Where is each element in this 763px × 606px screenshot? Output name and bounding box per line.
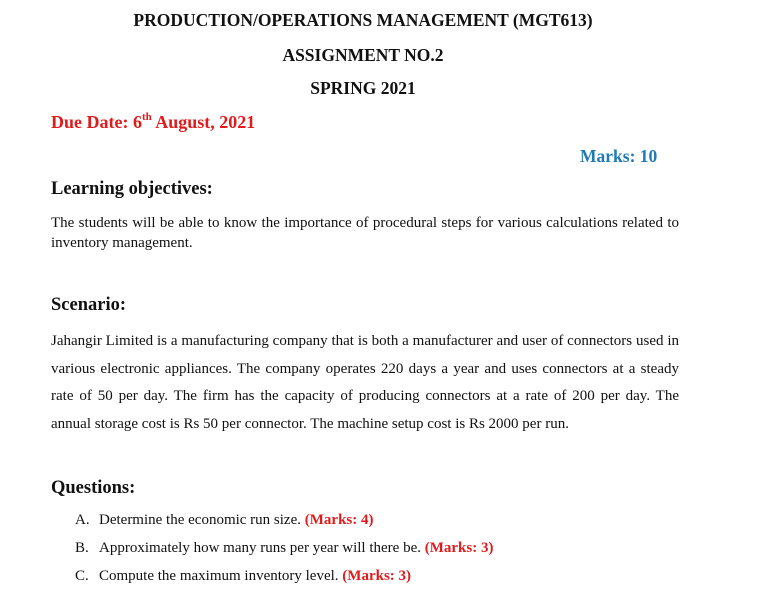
question-letter: B. xyxy=(75,540,89,556)
assignment-title: ASSIGNMENT NO.2 xyxy=(282,45,444,65)
question-item-b xyxy=(75,537,493,565)
question-marks: (Marks: 3) xyxy=(342,568,412,584)
learning-objectives-text: The students will be able to know the importance of procedural steps for various calculations related to inventory management. xyxy=(51,215,679,251)
question-letter: C. xyxy=(75,568,89,584)
semester-title: SPRING 2021 xyxy=(310,78,416,98)
question-text: Determine the economic run size. xyxy=(99,512,305,528)
due-date-rest: August, 2021 xyxy=(151,112,256,132)
course-title: PRODUCTION/OPERATIONS MANAGEMENT (MGT613) xyxy=(133,10,593,30)
scenario-heading: Scenario: xyxy=(51,295,127,315)
questions-list xyxy=(75,509,493,593)
question-text: Compute the maximum inventory level. xyxy=(99,568,343,584)
question-letter: A. xyxy=(75,512,90,528)
questions-heading: Questions: xyxy=(51,478,136,498)
question-marks: (Marks: 3) xyxy=(424,540,494,556)
due-date-prefix: Due Date: 6 xyxy=(51,112,142,132)
learning-objectives-heading: Learning objectives: xyxy=(51,179,213,199)
scenario-text: Jahangir Limited is a manufacturing company that is both a manufacturer and user of connectors used in various electronic appliances. The company operates 220 days a year and uses connectors at a steady rate of 50 per day. The firm has the capacity of producing connectors at a rate of 200 per day. The annual storage cost is Rs 50 per connector. The machine setup cost is Rs 2000 per run. xyxy=(51,333,679,432)
question-item-c xyxy=(75,565,493,593)
question-item-a xyxy=(75,509,493,537)
due-date-ordinal: th xyxy=(141,111,152,123)
total-marks: Marks: 10 xyxy=(580,146,658,166)
question-marks: (Marks: 4) xyxy=(304,512,374,528)
question-text: Approximately how many runs per year will there be. xyxy=(99,540,425,556)
due-date xyxy=(51,112,255,133)
